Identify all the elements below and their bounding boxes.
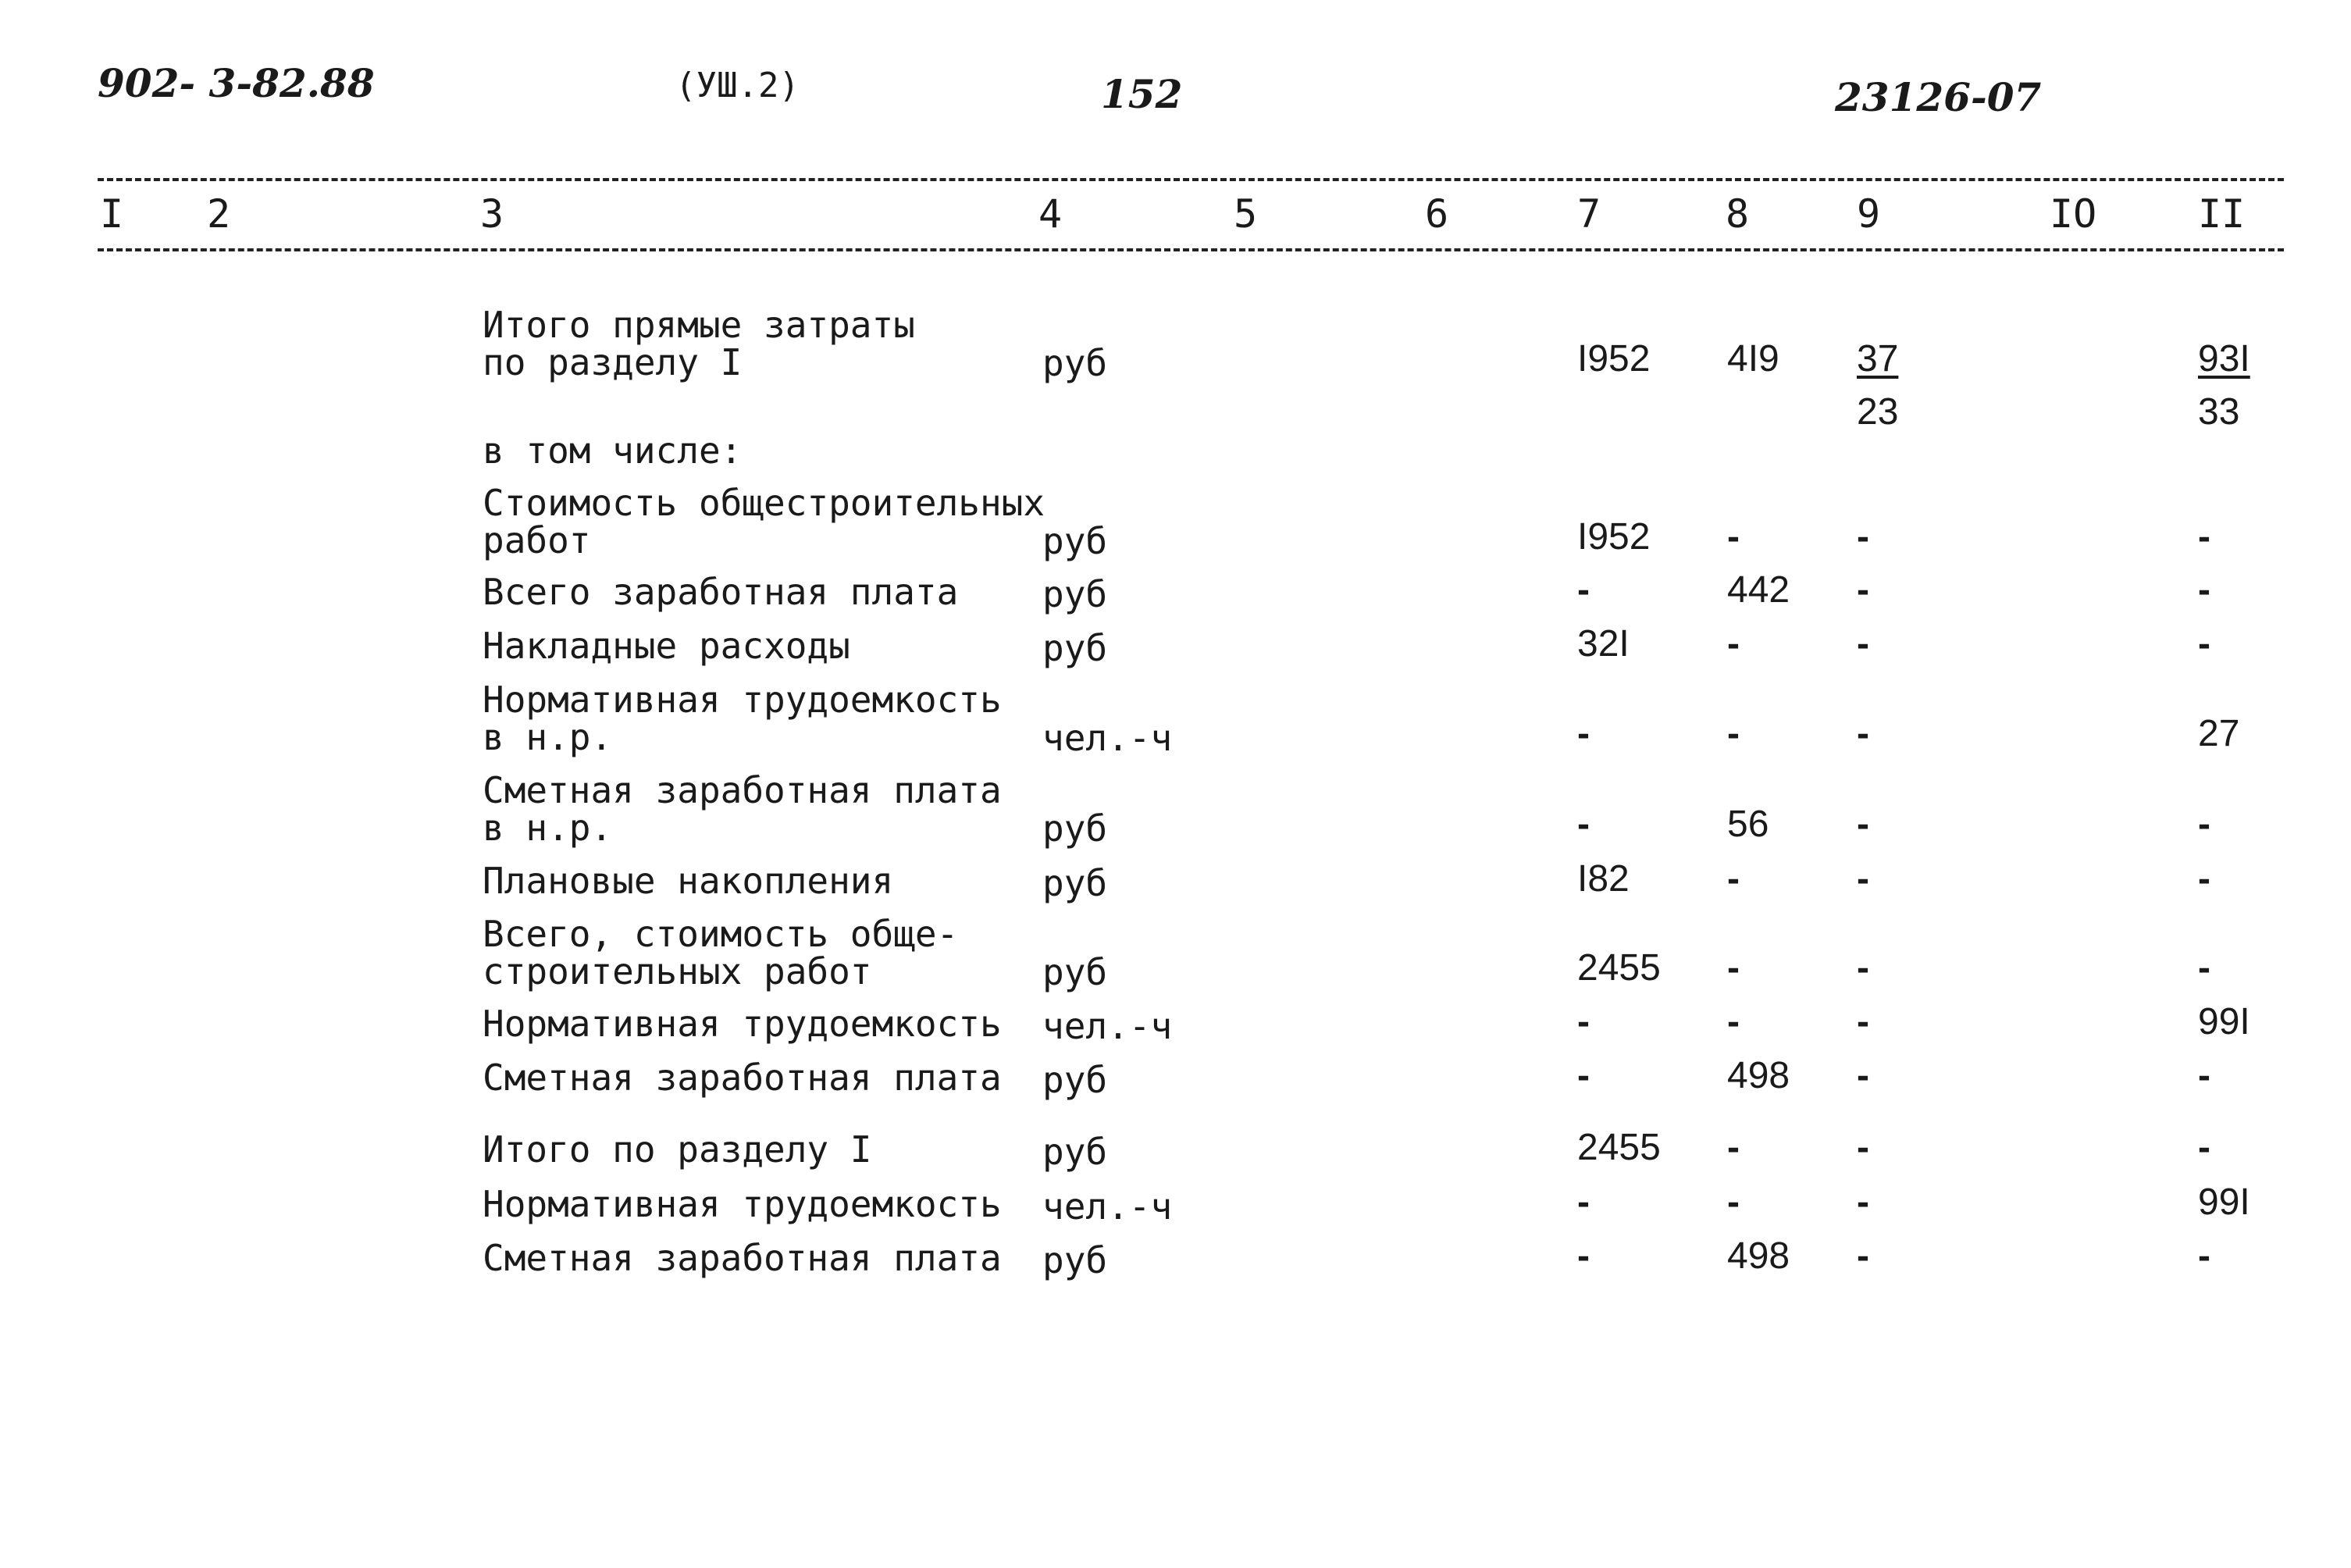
- header-bottom-rule: [98, 248, 2284, 251]
- column-number: 8: [1726, 191, 1750, 237]
- row-label: Сметная заработная плата: [483, 1237, 1002, 1279]
- cell-col11: -: [2198, 1127, 2210, 1168]
- cell-col8: -: [1727, 858, 1740, 900]
- column-number: I: [100, 191, 124, 237]
- cell-col7: I952: [1577, 338, 1651, 380]
- cell-col7: -: [1577, 1001, 1590, 1042]
- row-label: Нормативная трудоемкость: [483, 1183, 1002, 1225]
- cell-col11-denominator: 33: [2198, 391, 2240, 433]
- cell-col11: -: [2198, 516, 2210, 558]
- cell-col7: -: [1577, 1235, 1590, 1277]
- row-label: Сметная заработная плата в н.р.: [483, 769, 1002, 849]
- cell-col8: -: [1727, 1181, 1740, 1223]
- cell-col9: -: [1857, 713, 1869, 754]
- cell-col11: -: [2198, 858, 2210, 900]
- cell-col8: -: [1727, 1001, 1740, 1042]
- cell-col11: -: [2198, 804, 2210, 845]
- column-number: 9: [1857, 191, 1881, 237]
- cell-col9-denominator: 23: [1857, 391, 1899, 433]
- cell-col9-numerator: 37: [1857, 338, 1899, 380]
- registration-number: 23126-07: [1835, 74, 2042, 120]
- cell-col11: -: [2198, 1055, 2210, 1096]
- row-unit: руб: [1042, 520, 1108, 562]
- column-number: IO: [2050, 191, 2097, 237]
- cell-col9: -: [1857, 1235, 1869, 1277]
- row-unit: чел.-ч: [1042, 717, 1173, 759]
- header-top-rule: [98, 178, 2284, 181]
- album-number: (УШ.2): [675, 66, 800, 105]
- row-unit: руб: [1042, 573, 1108, 615]
- cell-col8: 4I9: [1727, 338, 1779, 380]
- row-unit: чел.-ч: [1042, 1185, 1173, 1228]
- cell-col7: 2455: [1577, 1127, 1661, 1168]
- cell-col11: 99I: [2198, 1001, 2250, 1042]
- cell-col8: 498: [1727, 1235, 1790, 1277]
- cell-col7: -: [1577, 1055, 1590, 1096]
- cell-col8: -: [1727, 623, 1740, 665]
- row-unit: руб: [1042, 862, 1108, 904]
- row-unit: чел.-ч: [1042, 1005, 1173, 1047]
- cell-col8: -: [1727, 713, 1740, 754]
- cell-col7: 2455: [1577, 947, 1661, 989]
- cell-col7: -: [1577, 713, 1590, 754]
- column-number: 2: [207, 191, 231, 237]
- cell-col7: -: [1577, 804, 1590, 845]
- cell-col11: 99I: [2198, 1181, 2250, 1223]
- row-label: Плановые накопления: [483, 860, 894, 902]
- row-label: Всего заработная плата: [483, 571, 959, 613]
- column-number: 6: [1425, 191, 1449, 237]
- cell-col9: -: [1857, 947, 1869, 989]
- row-label: Итого прямые затраты по разделу I: [483, 304, 915, 383]
- row-label: Сметная заработная плата: [483, 1057, 1002, 1099]
- cell-col7: I82: [1577, 858, 1630, 900]
- cell-col7: -: [1577, 569, 1590, 611]
- cell-col8: 498: [1727, 1055, 1790, 1096]
- column-number: II: [2198, 191, 2246, 237]
- cell-col9: -: [1857, 1181, 1869, 1223]
- row-unit: руб: [1042, 627, 1108, 669]
- cell-col7: 32I: [1577, 623, 1630, 665]
- column-number: 5: [1234, 191, 1258, 237]
- cell-col9: -: [1857, 516, 1869, 558]
- cell-col9: -: [1857, 569, 1869, 611]
- row-label: Нормативная трудоемкость: [483, 1003, 1002, 1045]
- row-label: Всего, стоимость обще- строительных работ: [483, 913, 959, 992]
- cell-col9: -: [1857, 804, 1869, 845]
- cell-col7: -: [1577, 1181, 1590, 1223]
- cell-col9: -: [1857, 1127, 1869, 1168]
- cell-col9: -: [1857, 858, 1869, 900]
- row-unit: руб: [1042, 1059, 1108, 1101]
- column-number: 4: [1038, 191, 1063, 237]
- cell-col11: -: [2198, 1235, 2210, 1277]
- row-label: Итого по разделу I: [483, 1128, 872, 1171]
- cell-col8: -: [1727, 1127, 1740, 1168]
- row-unit: руб: [1042, 342, 1108, 384]
- cell-col8: 56: [1727, 804, 1769, 845]
- column-number: 7: [1577, 191, 1601, 237]
- cell-col8: -: [1727, 947, 1740, 989]
- cell-col11-numerator: 93I: [2198, 338, 2250, 380]
- cell-col7: I952: [1577, 516, 1651, 558]
- cell-col11: -: [2198, 623, 2210, 665]
- document-code: 902- 3-82.88: [98, 60, 375, 106]
- cell-col9: -: [1857, 623, 1869, 665]
- row-label: Нормативная трудоемкость в н.р.: [483, 679, 1002, 758]
- cell-col8: 442: [1727, 569, 1790, 611]
- page-number: 152: [1101, 71, 1183, 117]
- cell-col9: -: [1857, 1055, 1869, 1096]
- row-unit: руб: [1042, 807, 1108, 850]
- cell-col9: -: [1857, 1001, 1869, 1042]
- row-unit: руб: [1042, 1131, 1108, 1173]
- cell-col11: 27: [2198, 713, 2240, 754]
- column-number: 3: [480, 191, 504, 237]
- row-unit: руб: [1042, 1239, 1108, 1281]
- cell-col11: -: [2198, 947, 2210, 989]
- cell-col8: -: [1727, 516, 1740, 558]
- row-unit: руб: [1042, 951, 1108, 993]
- row-label: Стоимость общестроительных работ: [483, 482, 1045, 561]
- row-label: Накладные расходы: [483, 625, 850, 667]
- row-label: в том числе:: [483, 429, 743, 472]
- cell-col11: -: [2198, 569, 2210, 611]
